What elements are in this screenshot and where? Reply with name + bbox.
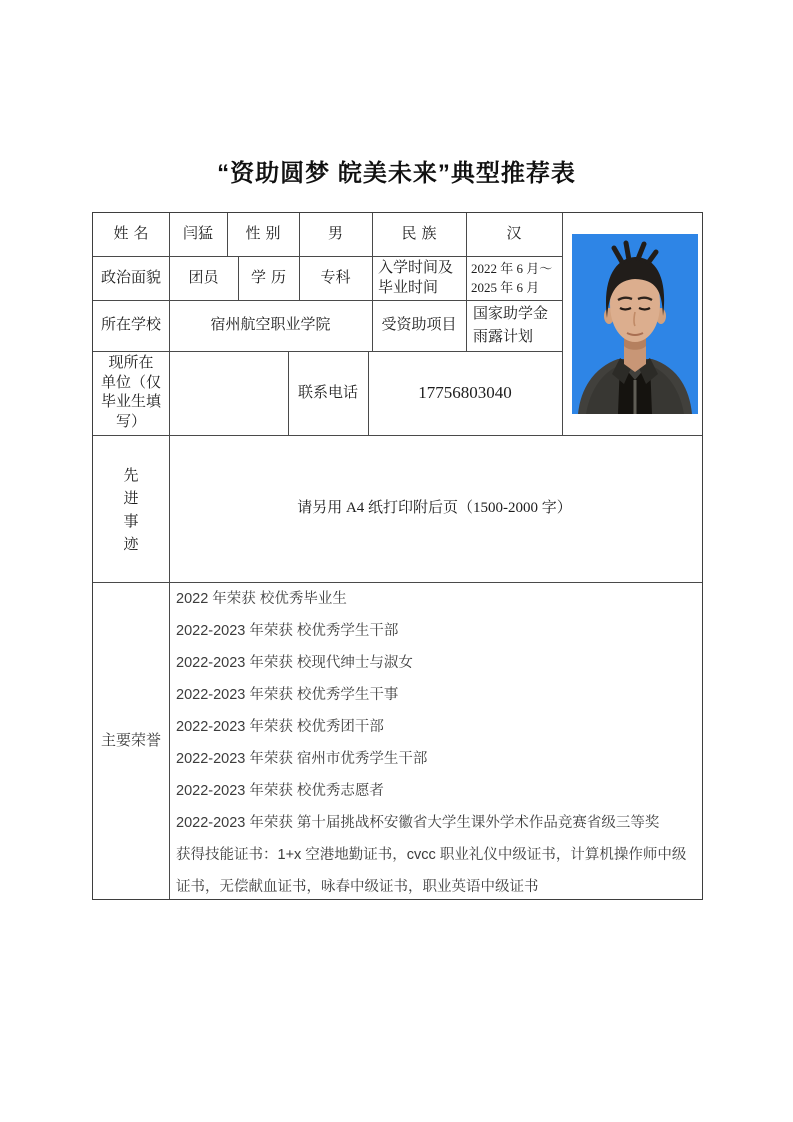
page-title: “资助圆梦 皖美未来”典型推荐表 [217, 160, 576, 187]
honor-item: 2022-2023 年荣获 第十届挑战杯安徽省大学生课外学术作品竞赛省级三等奖 [176, 815, 660, 831]
id-photo [572, 234, 698, 414]
honor-item: 2022-2023 年荣获 宿州市优秀学生干部 [176, 751, 428, 767]
funding-label: 受资助项目 [381, 317, 457, 333]
current-unit-value [169, 351, 288, 435]
honors-label: 主要荣誉 [100, 732, 161, 749]
funding-value [466, 300, 562, 351]
ethnicity-label: 民族 [401, 226, 442, 242]
honor-item: 获得技能证书：1+x 空港地勤证书，cvcc 职业礼仪中级证书，计算机操作师中级证书，无偿献血证书，咏春中级证书，职业英语中级证书 [176, 847, 687, 895]
deeds-label: 先 进 事 迹 [123, 468, 139, 553]
school-label: 所在学校 [100, 317, 161, 333]
enrollment-label: 入学时间及毕业时间 [378, 260, 454, 296]
honor-item: 2022-2023 年荣获 校现代绅士与淑女 [176, 655, 413, 671]
funding-value-line2: 雨露计划 [473, 329, 534, 345]
current-unit-label: 现所在 单位（仅 毕业生填 写） [100, 355, 161, 430]
phone-label: 联系电话 [297, 385, 358, 401]
enrollment-value [466, 256, 562, 300]
honor-item: 2022-2023 年荣获 校优秀学生干部 [176, 623, 399, 639]
education-value: 专科 [320, 270, 351, 286]
gender-value: 男 [327, 226, 343, 242]
enrollment-value-line1: 2022 年 6 月～ [471, 261, 553, 276]
gender-label: 性别 [245, 226, 286, 242]
political-value: 团员 [188, 270, 219, 286]
honors-list [176, 583, 700, 903]
education-label: 学历 [250, 270, 291, 286]
honor-item: 2022-2023 年荣获 校优秀团干部 [176, 719, 384, 735]
honor-item: 2022-2023 年荣获 校优秀学生干事 [176, 687, 399, 703]
name-label: 姓名 [113, 226, 154, 242]
honor-item: 2022 年荣获 校优秀毕业生 [176, 591, 347, 607]
ethnicity-value: 汉 [506, 226, 522, 242]
honor-item: 2022-2023 年荣获 校优秀志愿者 [176, 783, 384, 799]
school-value: 宿州航空职业学院 [210, 317, 331, 333]
grid-line [562, 213, 563, 435]
form-table [92, 212, 703, 900]
funding-value-line1: 国家助学金 [473, 306, 549, 322]
name-value: 闫猛 [182, 226, 213, 242]
political-label: 政治面貌 [100, 270, 161, 286]
enrollment-value-line2: 2025 年 6 月 [471, 280, 540, 295]
phone-value: 17756803040 [418, 383, 512, 402]
deeds-note: 请另用 A4 纸打印附后页（1500-2000 字） [297, 500, 572, 516]
